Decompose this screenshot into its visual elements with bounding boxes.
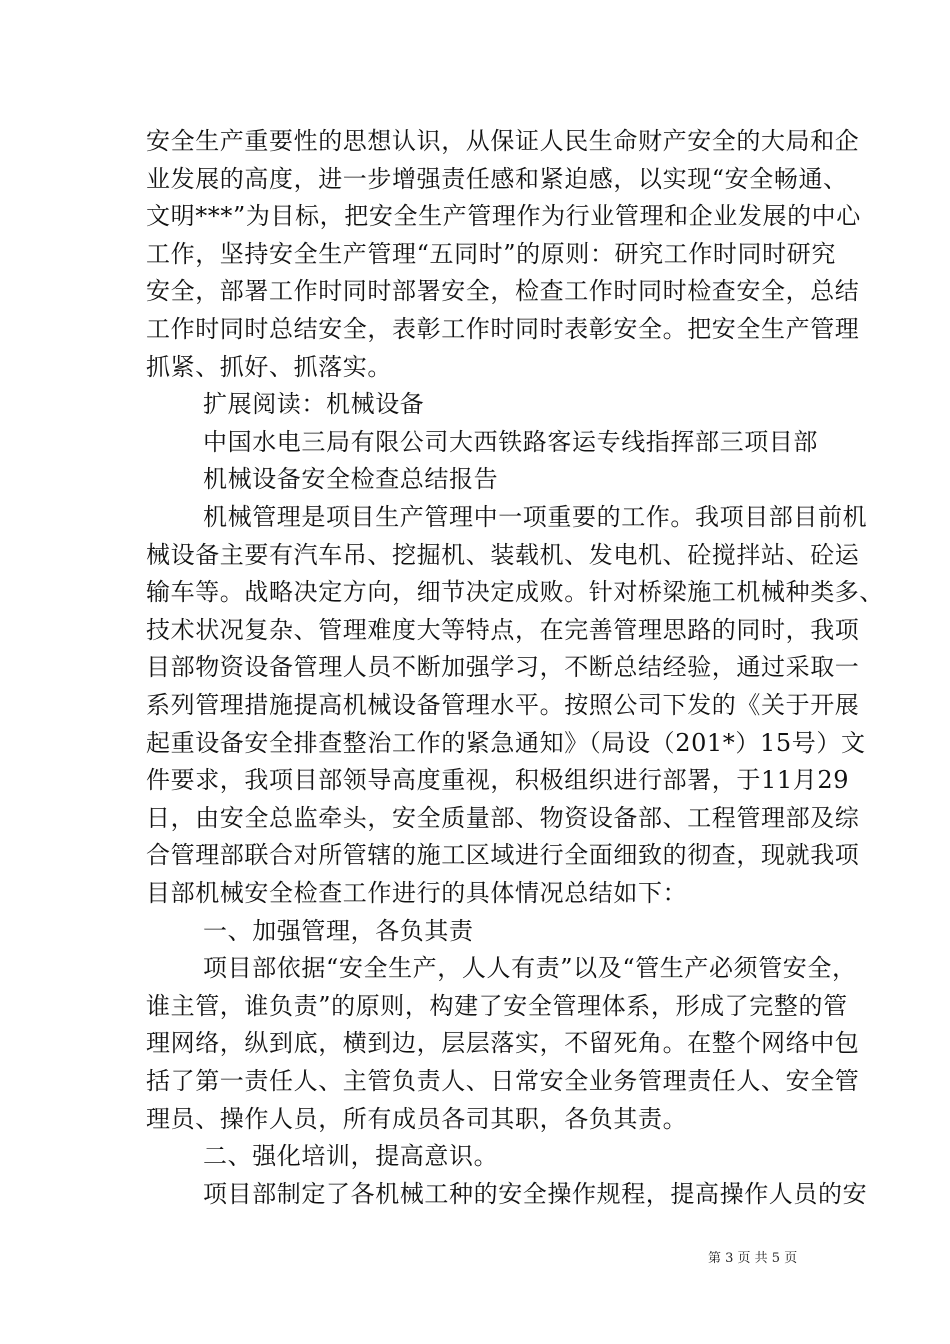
text-line: 合管理部联合对所管辖的施工区域进行全面细致的彻查，现就我项 — [146, 841, 860, 870]
text-line: 起重设备安全排查整治工作的紧急通知》（局设（201*）15号）文 — [146, 728, 866, 757]
text-line: 系列管理措施提高机械设备管理水平。按照公司下发的《关于开展 — [146, 691, 860, 719]
text-line: 工作时同时总结安全，表彰工作时同时表彰安全。把安全生产管理 — [146, 315, 860, 343]
text-line: 安全，部署工作时同时部署安全，检查工作时同时检查安全，总结 — [146, 277, 860, 306]
text-line: 理员、操作人员，所有成员各司其职，各负其责。 — [146, 1104, 688, 1133]
text-line: 日，由安全总监牵头，安全质量部、物资设备部、工程管理部及综 — [146, 803, 860, 832]
text-line: 谁主管，谁负责”的原则，构建了安全管理体系，形成了完整的管 — [146, 991, 848, 1020]
text-line: 理网络，纵到底，横到边，层层落实，不留死角。在整个网络中包 — [146, 1029, 860, 1058]
text-line: 括了第一责任人、主管负责人、日常安全业务管理责任人、安全管 — [146, 1067, 860, 1095]
text-line: 机械设备安全检查总结报告 — [203, 465, 499, 494]
text-line: 目部物资设备管理人员不断加强学习，不断总结经验，通过采取一 — [146, 653, 860, 682]
text-line: 文明***”为目标，把安全生产管理作为行业管理和企业发展的中心 — [146, 202, 861, 231]
text-line: 件要求，我项目部领导高度重视，积极组织进行部署，于11月29 — [146, 766, 850, 795]
text-line: 技术状况复杂、管理难度大等特点，在完善管理思路的同时，我项 — [146, 615, 860, 644]
text-line: 项目部制定了各机械工种的安全操作规程，提高操作人员的安 — [203, 1179, 868, 1208]
text-line: 扩展阅读：机械设备 — [203, 390, 425, 419]
text-line: 目部机械安全检查工作进行的具体情况总结如下： — [146, 879, 688, 907]
text-line: 输车等。战略决定方向，细节决定成败。针对桥梁施工机械种类多、 — [146, 578, 884, 607]
text-line: 项目部依据“安全生产，人人有责”以及“管生产必须管安全， — [203, 954, 857, 983]
text-line: 中国水电三局有限公司大西铁路客运专线指挥部三项目部 — [203, 427, 818, 456]
text-line: 工作，坚持安全生产管理“五同时”的原则：研究工作时同时研究 — [146, 239, 836, 268]
text-line: 二、强化培训，提高意识。 — [203, 1142, 499, 1171]
text-line: 一、加强管理，各负其责 — [203, 916, 474, 945]
text-line: 业发展的高度，进一步增强责任感和紧迫感，以实现“安全畅通、 — [146, 164, 848, 193]
text-line: 机械管理是项目生产管理中一项重要的工作。我项目部目前机 — [203, 503, 868, 531]
text-line: 械设备主要有汽车吊、挖掘机、装载机、发电机、砼搅拌站、砼运 — [146, 540, 860, 569]
text-line: 抓紧、抓好、抓落实。 — [146, 352, 392, 381]
page-number-footer: 第 3 页 共 5 页 — [708, 1251, 798, 1266]
text-line: 安全生产重要性的思想认识，从保证人民生命财产安全的大局和企 — [146, 127, 860, 155]
